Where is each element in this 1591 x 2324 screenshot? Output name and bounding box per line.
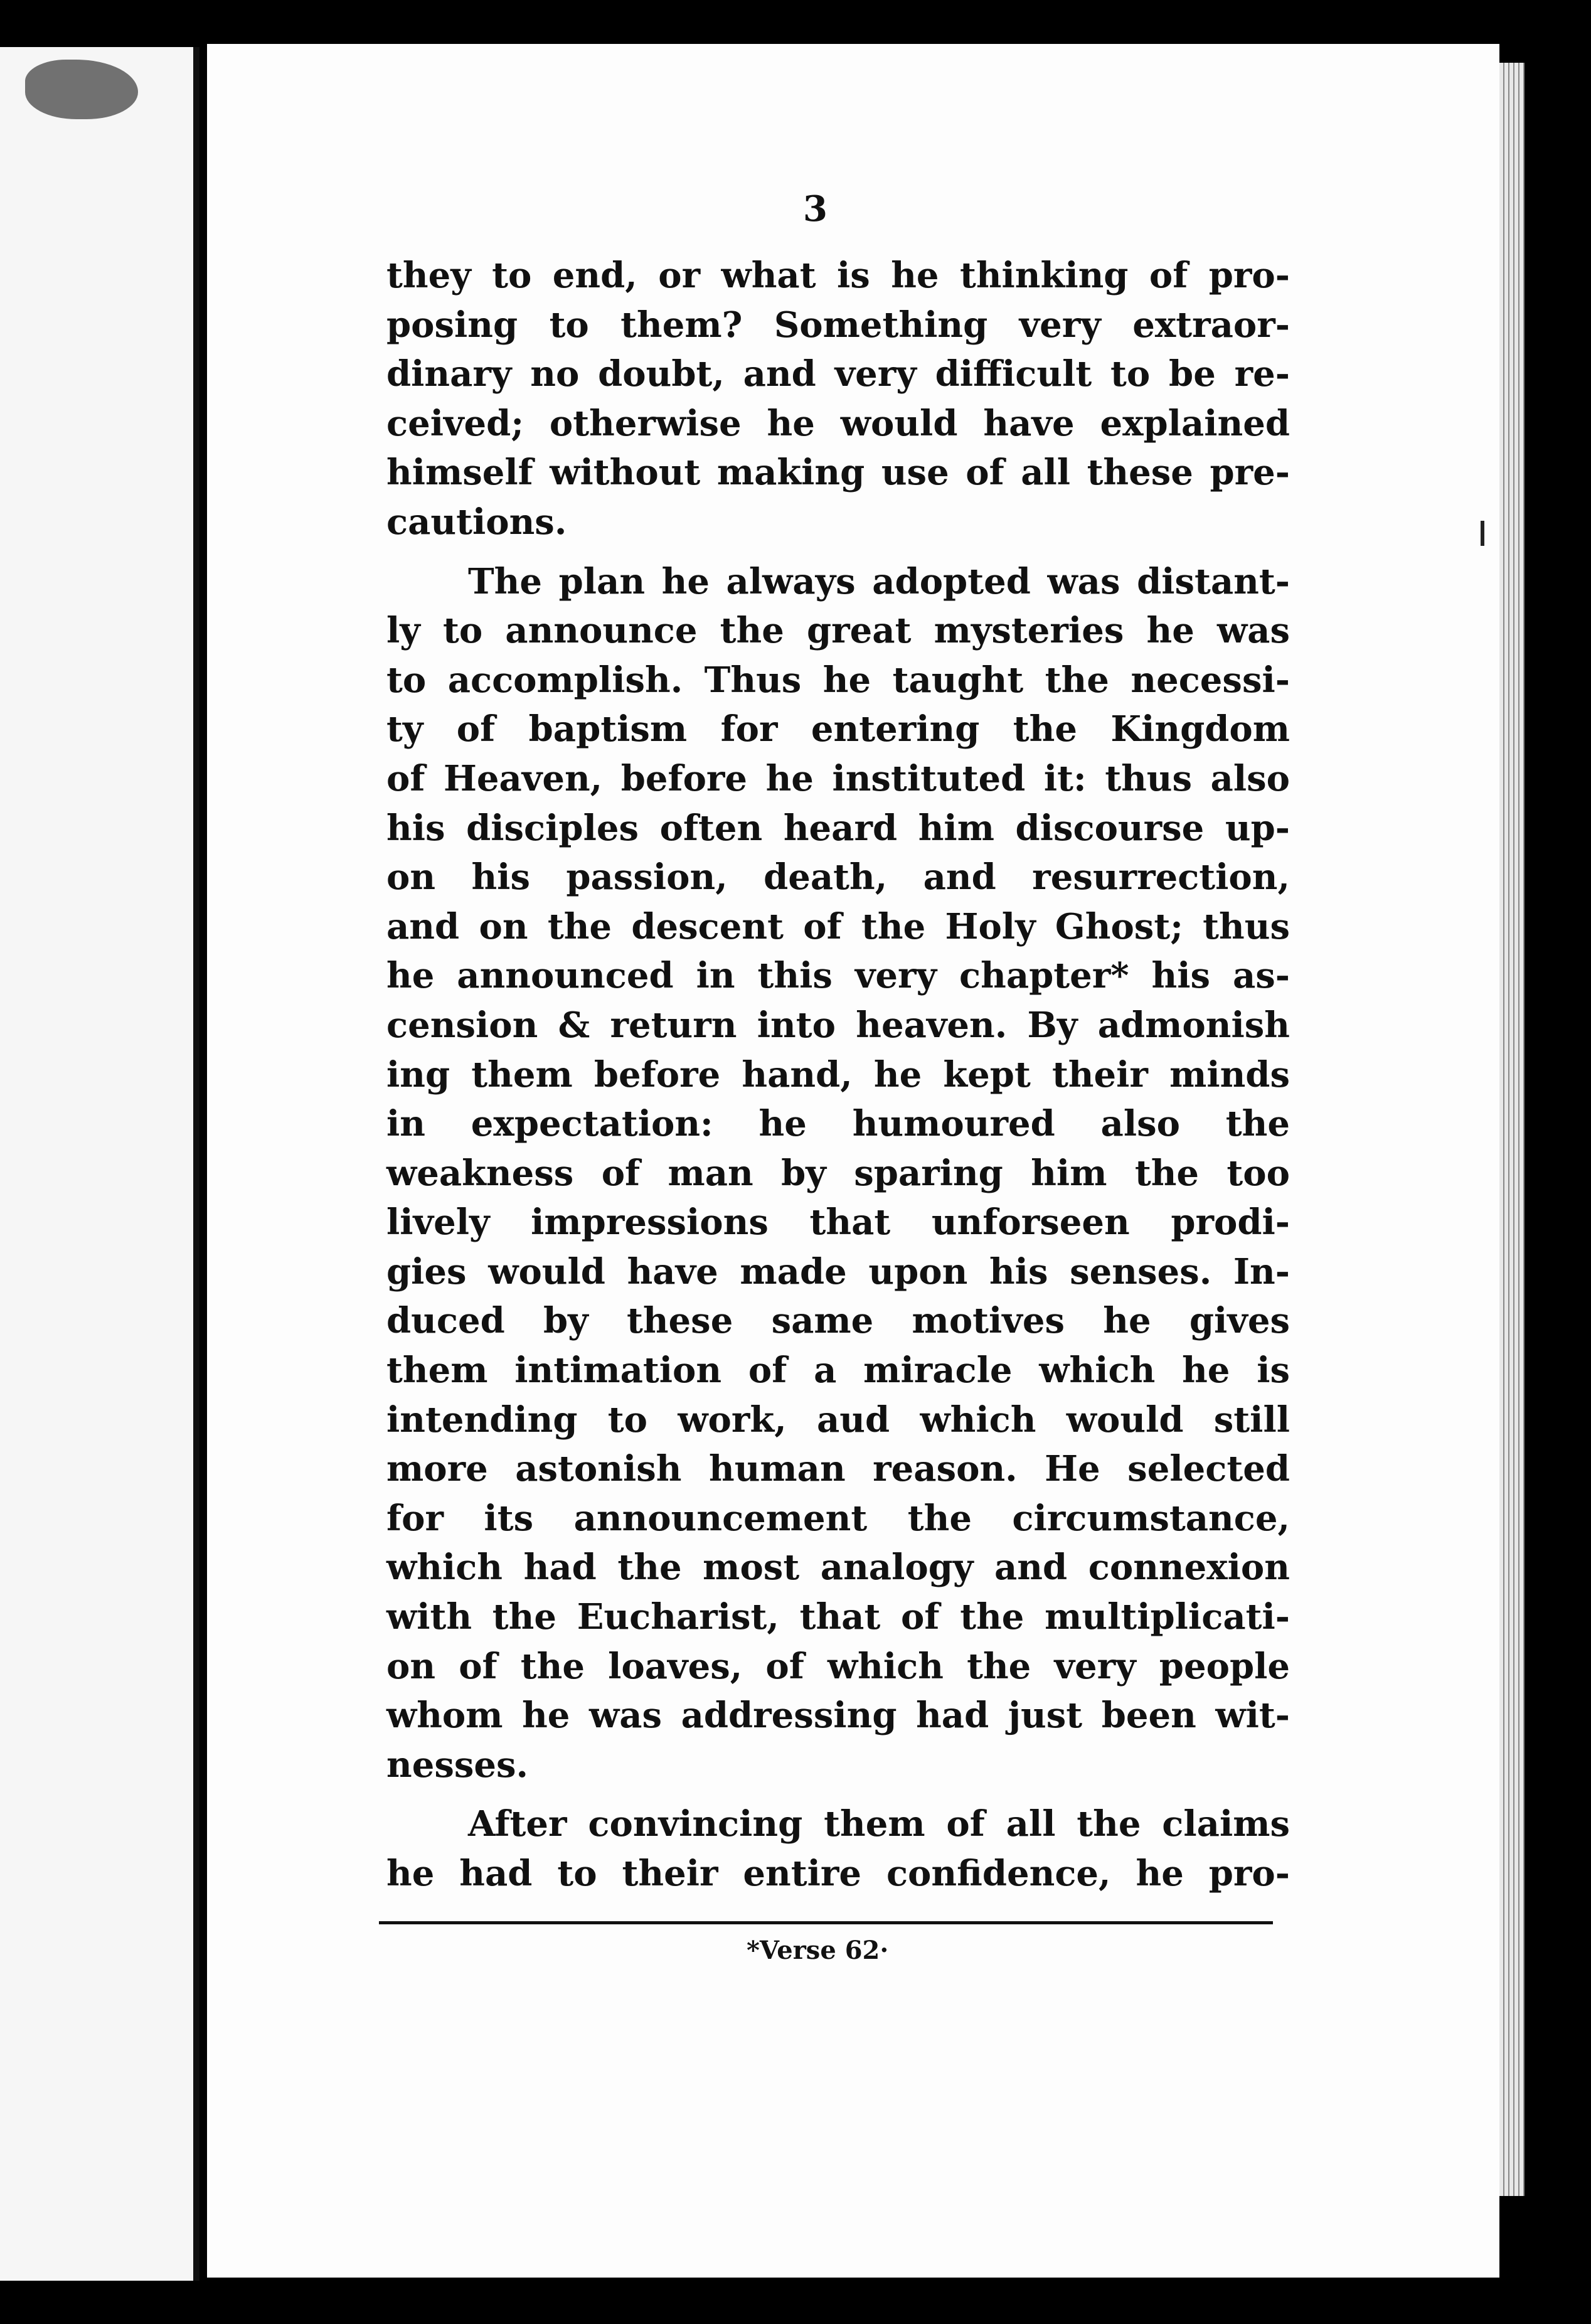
- text-line: of Heaven, before he instituted it: thus also: [386, 757, 1290, 799]
- page-number: 3: [803, 188, 827, 230]
- text-line: weakness of man by sparing him the too: [386, 1152, 1290, 1194]
- text-line: he announced in this very chapter* his as-: [386, 955, 1290, 997]
- text-line: to accomplish. Thus he taught the necessi-: [386, 659, 1290, 701]
- page-gutter: [193, 47, 200, 2281]
- text-line: for its announcement the circumstance,: [386, 1497, 1290, 1539]
- text-line: he had to their entire confidence, he pro-: [386, 1853, 1290, 1894]
- page-stack-edge: [1499, 63, 1524, 2196]
- footnote-rule: [379, 1921, 1273, 1924]
- text-line: intending to work, aud which would still: [386, 1399, 1290, 1441]
- text-line: cension & return into heaven. By admonish: [386, 1004, 1290, 1046]
- text-line: in expectation: he humoured also the: [386, 1103, 1290, 1145]
- text-line: posing to them? Something very extraor-: [386, 304, 1290, 346]
- text-line: gies would have made upon his senses. In-: [386, 1250, 1290, 1293]
- text-line: whom he was addressing had just been wit-: [386, 1695, 1290, 1737]
- text-line: they to end, or what is he thinking of pro-: [386, 255, 1290, 296]
- text-line: nesses.: [386, 1744, 529, 1786]
- paragraph-gap: [386, 547, 1290, 557]
- body-text: [386, 251, 1290, 1899]
- text-line: which had the most analogy and connexion: [386, 1547, 1290, 1589]
- text-line: lively impressions that unforseen prodi-: [386, 1202, 1290, 1244]
- text-line: and on the descent of the Holy Ghost; thus: [386, 905, 1290, 947]
- text-line: ly to announce the great mysteries he was: [386, 610, 1290, 652]
- text-line: duced by these same motives he gives: [386, 1300, 1290, 1342]
- text-line: The plan he always adopted was distant-: [468, 560, 1290, 602]
- text-line: on his passion, death, and resurrection,: [386, 856, 1290, 898]
- footnote: *Verse 62·: [747, 1936, 889, 1965]
- previous-page-edge: [0, 47, 200, 2281]
- text-line: ing them before hand, he kept their minds: [386, 1053, 1290, 1095]
- text-line: himself without making use of all these pre-: [386, 452, 1290, 494]
- paragraph-gap: [386, 1789, 1290, 1799]
- text-line: ty of baptism for entering the Kingdom: [386, 708, 1290, 750]
- text-line: on of the loaves, of which the very people: [386, 1645, 1290, 1687]
- text-line: cautions.: [386, 501, 567, 543]
- text-line: ceived; otherwise he would have explained: [386, 402, 1290, 444]
- text-line: with the Eucharist, that of the multiplicati-: [386, 1596, 1290, 1638]
- margin-mark: [1481, 521, 1484, 546]
- text-line: them intimation of a miracle which he is: [386, 1350, 1290, 1392]
- text-line: dinary no doubt, and very difficult to be re-: [386, 353, 1290, 395]
- text-line: more astonish human reason. He selected: [386, 1448, 1290, 1490]
- text-line: After convincing them of all the claims: [468, 1803, 1290, 1845]
- ink-stain: [25, 60, 138, 119]
- text-line: his disciples often heard him discourse up-: [386, 807, 1290, 849]
